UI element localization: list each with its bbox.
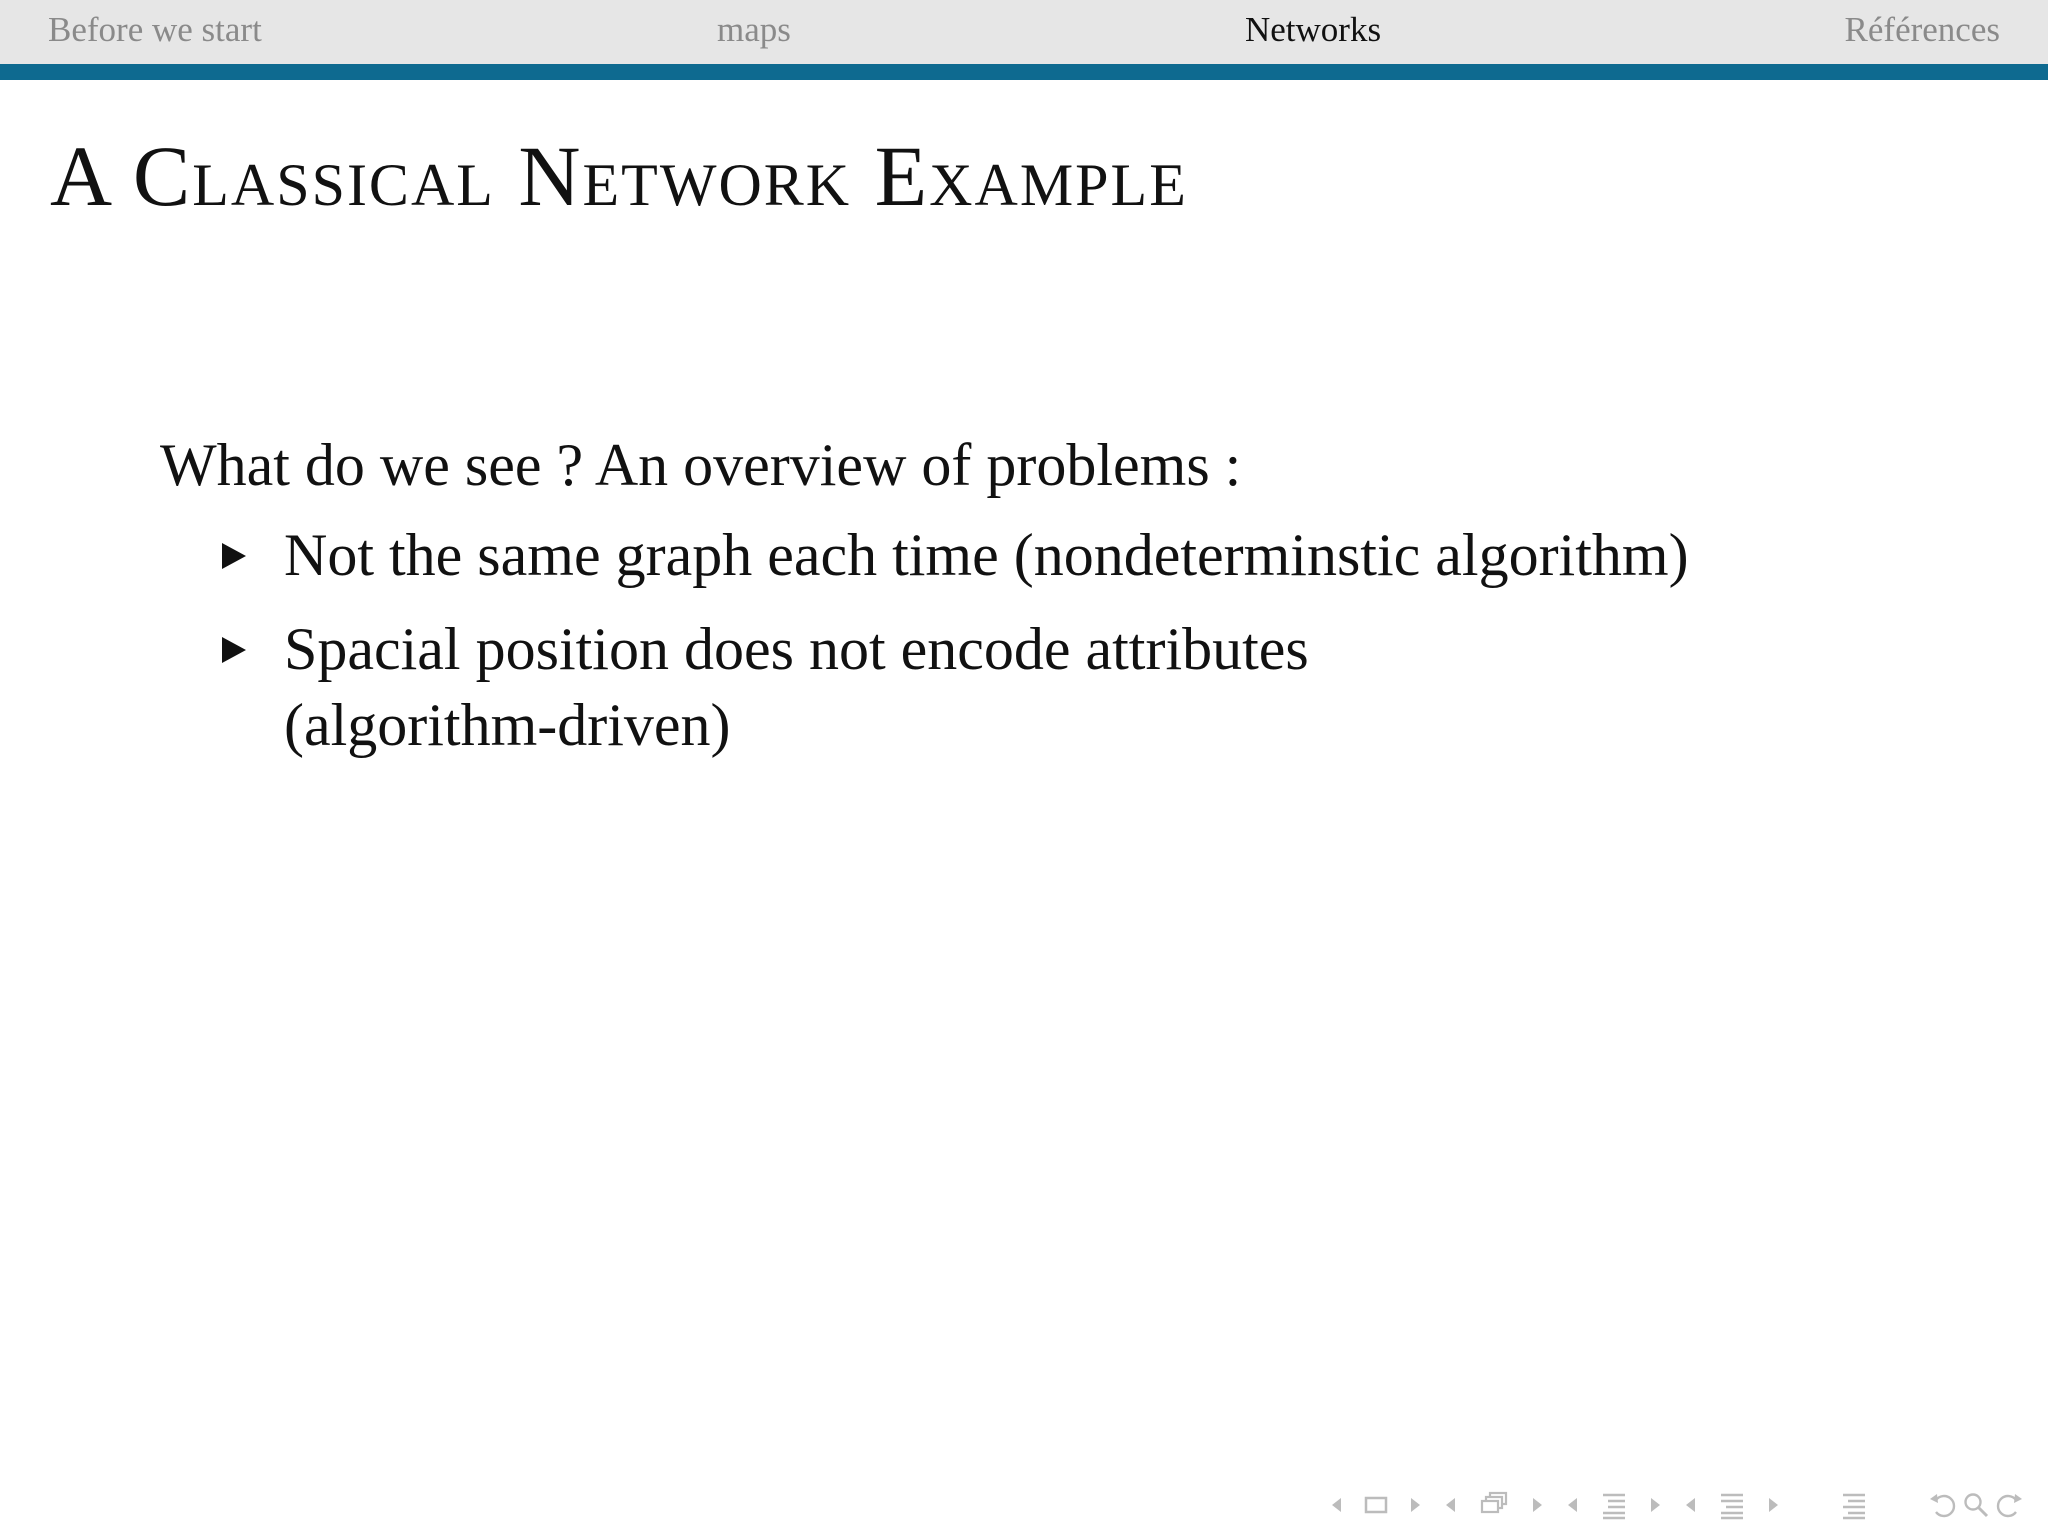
header-divider bbox=[0, 64, 2048, 80]
subsection-icon[interactable] bbox=[1600, 1490, 1628, 1520]
nav-section-references[interactable]: Références bbox=[1844, 10, 2000, 49]
slide-icon[interactable] bbox=[1364, 1495, 1388, 1515]
slide-next-arrow-icon[interactable] bbox=[1410, 1497, 1422, 1513]
document-icon[interactable] bbox=[1840, 1490, 1868, 1520]
slide-title: A Classical Network Example bbox=[50, 128, 1188, 224]
bullet-text: Spacial position does not encode attributes bbox=[284, 616, 1309, 682]
slide-prev-arrow-icon[interactable] bbox=[1330, 1497, 1342, 1513]
nav-section-before-we-start[interactable]: Before we start bbox=[48, 10, 262, 49]
subsection-prev-arrow-icon[interactable] bbox=[1566, 1497, 1578, 1513]
bullet-item bbox=[160, 611, 2000, 763]
frame-icon[interactable] bbox=[1478, 1491, 1510, 1519]
frame-prev-arrow-icon[interactable] bbox=[1444, 1497, 1456, 1513]
nav-section-networks[interactable]: Networks bbox=[1245, 10, 1382, 49]
navigation-symbols bbox=[1330, 1488, 2024, 1522]
triangle-bullet-icon bbox=[222, 543, 246, 569]
search-icon[interactable] bbox=[1962, 1491, 1990, 1519]
subsection-next-arrow-icon[interactable] bbox=[1650, 1497, 1662, 1513]
frame-next-arrow-icon[interactable] bbox=[1532, 1497, 1544, 1513]
section-next-arrow-icon[interactable] bbox=[1768, 1497, 1780, 1513]
section-icon[interactable] bbox=[1718, 1490, 1746, 1520]
section-navigation-bar bbox=[0, 0, 2048, 64]
forward-icon[interactable] bbox=[1994, 1491, 2024, 1519]
back-icon[interactable] bbox=[1928, 1491, 1958, 1519]
slide-content bbox=[160, 425, 2000, 781]
bullet-text-continuation: (algorithm-driven) bbox=[284, 692, 731, 758]
nav-section-maps[interactable]: maps bbox=[717, 10, 791, 49]
triangle-bullet-icon bbox=[222, 637, 246, 663]
intro-text: What do we see ? An overview of problems : bbox=[160, 432, 1242, 498]
bullet-item bbox=[160, 517, 2000, 593]
bullet-list bbox=[160, 517, 2000, 763]
bullet-text: Not the same graph each time (nondeterminstic algorithm) bbox=[284, 522, 1689, 588]
section-prev-arrow-icon[interactable] bbox=[1684, 1497, 1696, 1513]
